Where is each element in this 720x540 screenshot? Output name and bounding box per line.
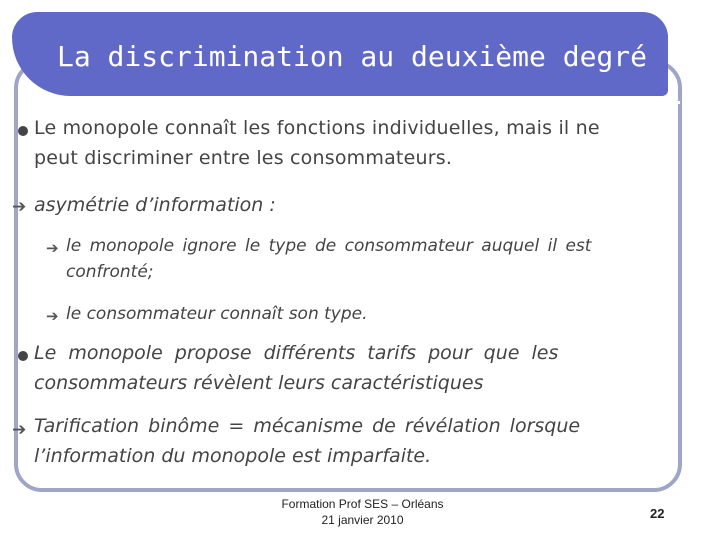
arrow-right-icon: ➔: [12, 420, 27, 440]
title-bar: [12, 12, 668, 96]
bullet-3-line-1: Le monopole propose différents tarifs pour que les: [34, 342, 559, 364]
title-underline: [40, 101, 680, 104]
sub-bullet-2-line-1: le consommateur connaît son type.: [66, 304, 368, 324]
bullet-4-line-2: l’information du monopole est imparfaite.: [34, 445, 432, 467]
sub-bullet-1-line-1: le monopole ignore le type de consommateur auquel il est: [66, 236, 592, 256]
bullet-4-line-1: Tarification binôme = mécanisme de révélation lorsque: [34, 415, 581, 437]
footer-line-2: 21 janvier 2010: [321, 513, 404, 527]
bullet-2-line-1: asymétrie d’information :: [34, 194, 276, 216]
arrow-right-icon: ➔: [46, 239, 59, 257]
page-number: 22: [650, 506, 665, 521]
footer-line-1: Formation Prof SES – Orléans: [281, 497, 444, 511]
bullet-1-line-1: Le monopole connaît les fonctions individuelles, mais il ne: [34, 117, 600, 139]
bullet-1-line-2: peut discriminer entre les consommateurs.: [34, 147, 453, 169]
sub-bullet-1-line-2: confronté;: [66, 262, 154, 282]
arrow-right-icon: ➔: [46, 307, 59, 325]
bullet-dot-icon: [18, 126, 28, 136]
arrow-right-icon: ➔: [12, 197, 27, 217]
slide-title: La discrimination au deuxième degré: [56, 40, 647, 73]
bullet-dot-icon: [18, 351, 28, 361]
footer: [270, 496, 455, 528]
bullet-3-line-2: consommateurs révèlent leurs caractéristiques: [34, 372, 484, 394]
